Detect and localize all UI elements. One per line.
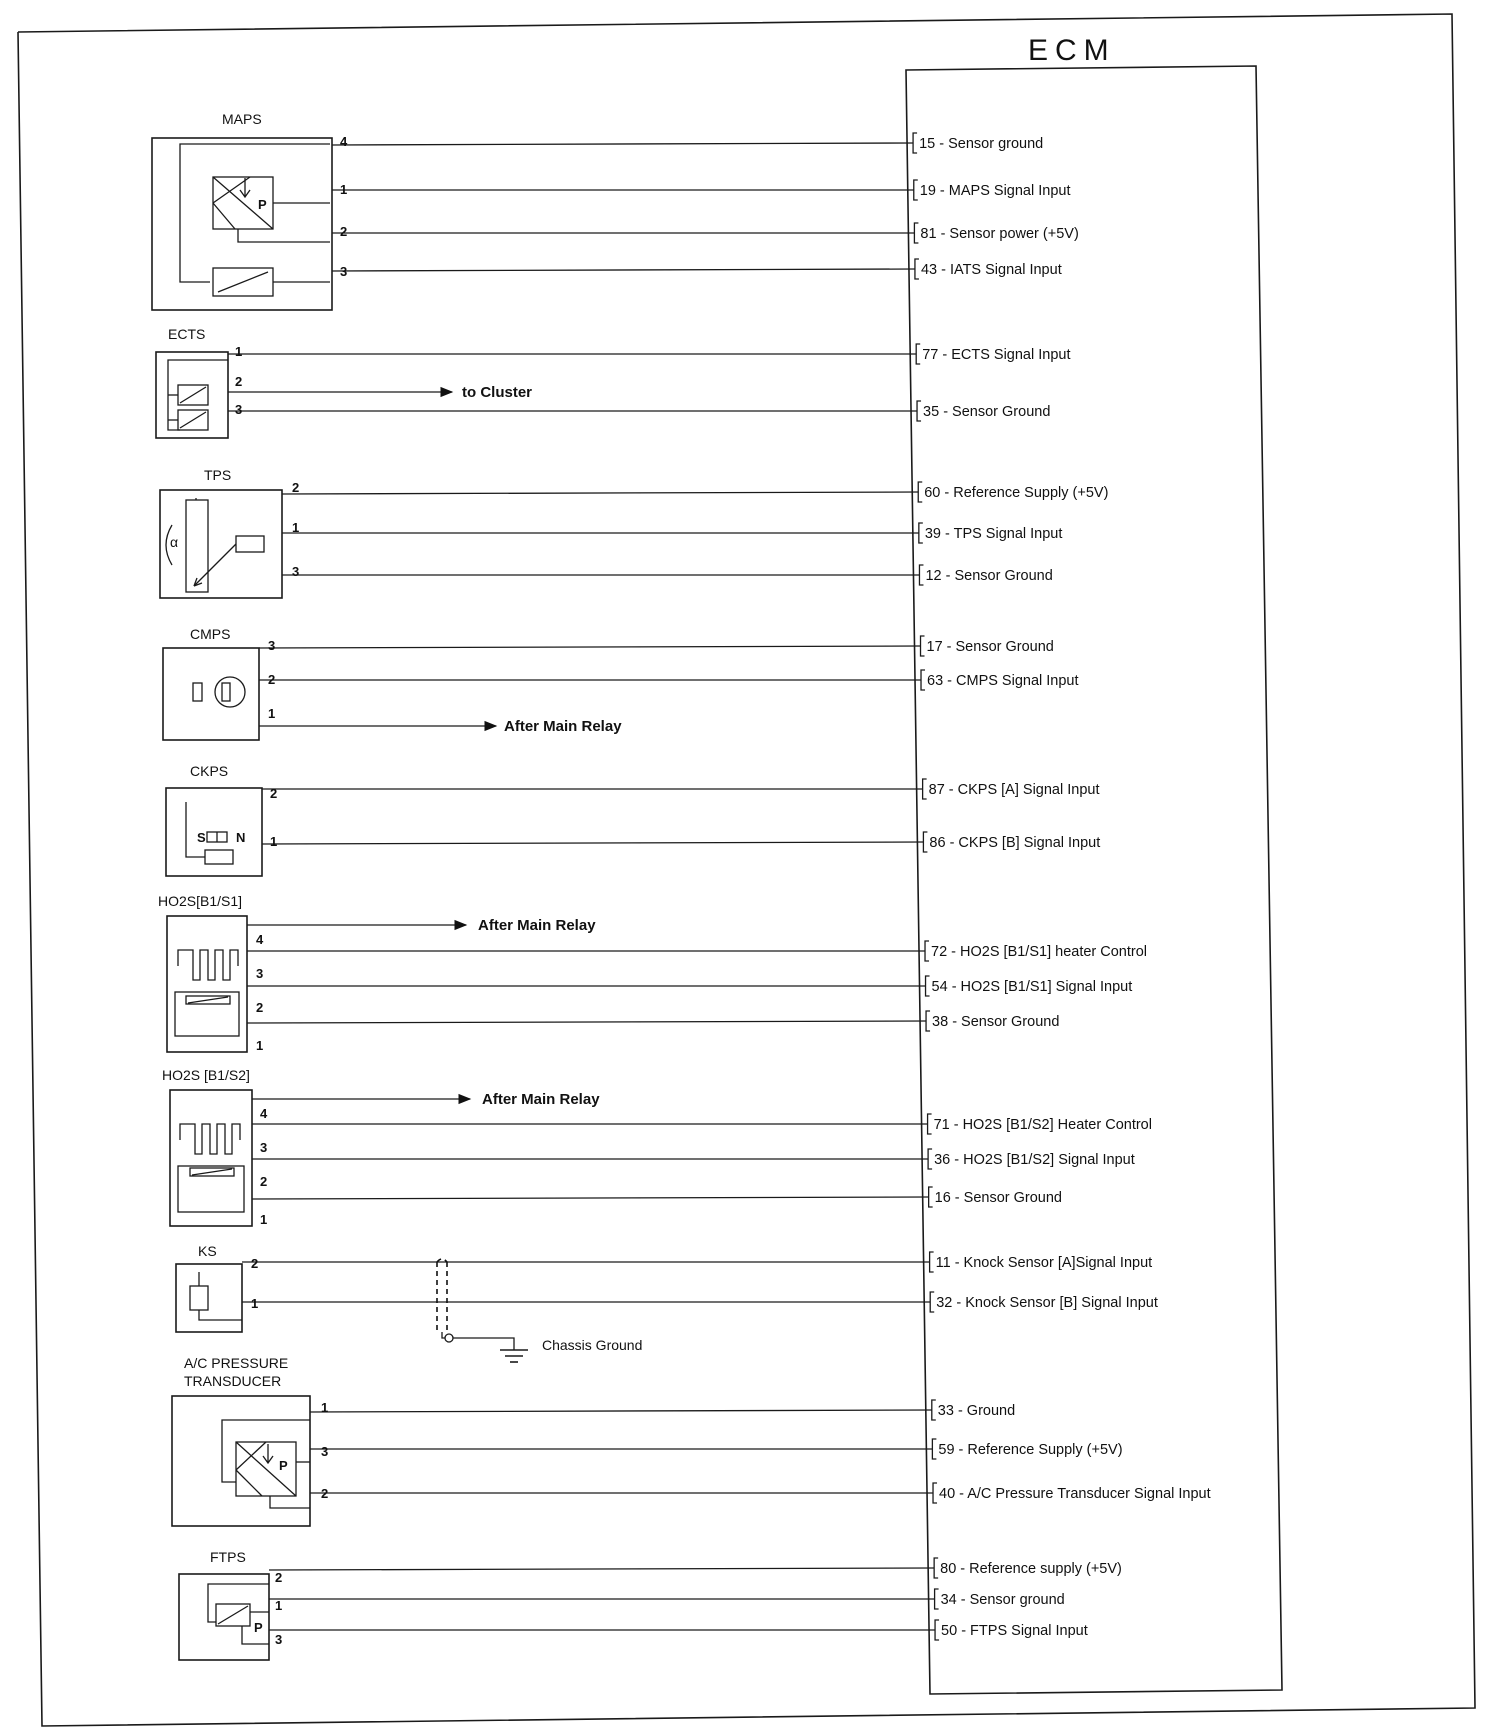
ks-pin-2: 2 (251, 1256, 259, 1271)
ecm-terminal-label: 77 - ECTS Signal Input (922, 347, 1071, 363)
ecm-terminal (929, 1187, 1062, 1207)
wire (332, 269, 915, 271)
ckps-pin-2: 2 (270, 786, 278, 801)
ecm-terminal-label: 81 - Sensor power (+5V) (920, 226, 1079, 242)
ac-pin-2: 2 (321, 1486, 329, 1501)
ecm-terminal (928, 1149, 1135, 1169)
ecm-terminal (930, 1292, 1158, 1312)
ac-pin-1: 1 (321, 1400, 329, 1415)
ecm-terminal-label: 38 - Sensor Ground (932, 1014, 1060, 1030)
ftps-sensor (179, 1549, 282, 1660)
wire (247, 1021, 926, 1023)
ecm-terminal (918, 482, 1108, 502)
ecm-terminal-label: 12 - Sensor Ground (925, 568, 1053, 584)
wire (269, 1568, 934, 1570)
ho2s-b1s1-pin-2: 2 (256, 1000, 264, 1015)
ecm-terminal-label: 17 - Sensor Ground (926, 639, 1054, 655)
tps-pin-2: 2 (292, 480, 300, 495)
maps-label: MAPS (222, 111, 262, 127)
ecm-terminal-label: 71 - HO2S [B1/S2] Heater Control (933, 1117, 1152, 1133)
ecm-terminal-label: 63 - CMPS Signal Input (927, 673, 1079, 689)
ks-pin-1: 1 (251, 1296, 259, 1311)
ects-pin-3: 3 (235, 402, 243, 417)
ecm-terminal-label: 36 - HO2S [B1/S2] Signal Input (934, 1152, 1135, 1168)
ecm-terminal (930, 1252, 1153, 1272)
ecm-terminal (913, 133, 1043, 153)
wires (228, 143, 935, 1630)
ecm-terminal (921, 636, 1054, 656)
ecm-terminal-label: 34 - Sensor ground (940, 1592, 1065, 1608)
chassis-ground-label: Chassis Ground (542, 1337, 643, 1353)
ecm-terminal-label: 11 - Knock Sensor [A]Signal Input (935, 1255, 1153, 1271)
tps-label: TPS (204, 467, 232, 483)
maps-pin-1: 1 (340, 182, 348, 197)
ftps-pin-1: 1 (275, 1598, 283, 1613)
ho2s-b1s1-label: HO2S[B1/S1] (158, 893, 243, 909)
maps-pin-2: 2 (340, 224, 348, 239)
maps-pin-4: 4 (340, 134, 348, 149)
ckps-n-label: N (236, 830, 246, 845)
ftps-pin-2: 2 (275, 1570, 283, 1585)
ecm-terminals (913, 133, 1211, 1640)
ecm-terminal (932, 1400, 1015, 1420)
maps-sensor (152, 111, 348, 310)
ects-pin-1: 1 (235, 344, 243, 359)
tps-pin-3: 3 (292, 564, 300, 579)
cmps-sensor (163, 626, 275, 740)
ecm-title: ECM (1028, 34, 1116, 67)
ho2s-b1s2-label: HO2S [B1/S2] (162, 1067, 250, 1083)
ecm-terminal (935, 1589, 1065, 1609)
ecm-terminal (926, 976, 1133, 996)
ecm-terminal-label: 59 - Reference Supply (+5V) (938, 1442, 1123, 1458)
wire (262, 842, 923, 844)
ac-pin-3: 3 (321, 1444, 329, 1459)
ecm-terminal-label: 54 - HO2S [B1/S1] Signal Input (931, 979, 1133, 995)
maps-pin-3: 3 (340, 264, 348, 279)
ftps-pin-3: 3 (275, 1632, 283, 1647)
ho2s-b1s2-pin-2: 2 (260, 1174, 268, 1189)
ho2s-b1s1-pin-3: 3 (256, 966, 264, 981)
ac-pressure-transducer (172, 1355, 328, 1526)
ecm-terminal-label: 50 - FTPS Signal Input (941, 1623, 1088, 1639)
ecm-terminal (933, 1483, 1211, 1503)
ecm-terminal (932, 1439, 1122, 1459)
ho2s-b1s2-pin-4: 4 (260, 1106, 268, 1121)
ks-shield (437, 1259, 447, 1332)
ho2s-b1s1-pin-1: 1 (256, 1038, 264, 1053)
ac-label-line1: A/C PRESSURE (184, 1355, 289, 1371)
ecm-terminal-label: 16 - Sensor Ground (934, 1190, 1063, 1206)
ac-p-mark: P (279, 1458, 288, 1473)
ecm-terminal (926, 1011, 1059, 1031)
cmps-pin-2: 2 (268, 672, 276, 687)
ecm-terminal (923, 832, 1100, 852)
after-main-relay-label-ho2s2: After Main Relay (482, 1091, 600, 1108)
ho2s-b1s2-pin-1: 1 (260, 1212, 268, 1227)
cmps-pin-1: 1 (268, 706, 276, 721)
wire (332, 143, 913, 145)
ckps-sensor (166, 763, 277, 876)
ecm-terminal (928, 1114, 1152, 1134)
ecm-terminal-label: 39 - TPS Signal Input (924, 526, 1063, 542)
ftps-label: FTPS (210, 1549, 246, 1565)
ckps-label: CKPS (190, 763, 229, 779)
ecm-terminal-label: 15 - Sensor ground (919, 136, 1044, 152)
ho2s-b1s2-pin-3: 3 (260, 1140, 268, 1155)
ecm-terminal (915, 259, 1062, 279)
ecm-terminal-label: 32 - Knock Sensor [B] Signal Input (936, 1295, 1158, 1311)
ecm-terminal-label: 40 - A/C Pressure Transducer Signal Input (939, 1486, 1211, 1502)
ecm-terminal-label: 43 - IATS Signal Input (920, 262, 1062, 278)
ecm-terminal-label: 60 - Reference Supply (+5V) (924, 485, 1109, 501)
tps-pin-1: 1 (292, 520, 300, 535)
ecm-terminal-label: 80 - Reference supply (+5V) (940, 1561, 1122, 1577)
ho2s-b1s1-sensor (158, 893, 264, 1053)
ecm-terminal-label: 87 - CKPS [A] Signal Input (928, 782, 1100, 798)
after-main-relay-label-ho2s1: After Main Relay (478, 917, 596, 934)
ecm-terminal (917, 401, 1050, 421)
ecm-terminal (916, 344, 1070, 364)
tps-sensor (160, 467, 299, 598)
ecm-terminal (925, 941, 1147, 961)
ecm-terminal-label: 33 - Ground (937, 1403, 1016, 1419)
tps-alpha-symbol: α (170, 534, 179, 550)
ects-sensor (156, 326, 242, 438)
ecm-terminal (919, 565, 1052, 585)
ecm-terminal (921, 670, 1079, 690)
ks-label: KS (198, 1243, 217, 1259)
ckps-pin-1: 1 (270, 834, 278, 849)
ecm-terminal-label: 35 - Sensor Ground (923, 404, 1051, 420)
to-cluster-label: to Cluster (462, 384, 533, 401)
maps-p-mark: P (258, 197, 267, 212)
cmps-label: CMPS (190, 626, 231, 642)
cmps-pin-3: 3 (268, 638, 276, 653)
ects-pin-2: 2 (235, 374, 243, 389)
ects-label: ECTS (168, 326, 206, 342)
ecm-terminal (919, 523, 1063, 543)
ac-label-line2: TRANSDUCER (184, 1373, 282, 1389)
wire (259, 646, 921, 648)
ecm-terminal (935, 1620, 1088, 1640)
after-main-relay-label-cmps: After Main Relay (504, 718, 622, 735)
ecm-terminal-label: 86 - CKPS [B] Signal Input (929, 835, 1101, 851)
ecm-terminal-label: 19 - MAPS Signal Input (919, 183, 1071, 199)
wire (310, 1410, 932, 1412)
ecm-terminal (934, 1558, 1122, 1578)
wire (252, 1197, 929, 1199)
ecm-terminal-label: 72 - HO2S [B1/S1] heater Control (931, 944, 1148, 960)
ecm-terminal (914, 180, 1071, 200)
ckps-s-label: S (197, 830, 206, 845)
wire (282, 492, 918, 494)
ecm-terminal (923, 779, 1100, 799)
ho2s-b1s2-sensor (162, 1067, 268, 1227)
ftps-p-mark: P (254, 1620, 263, 1635)
ho2s-b1s1-pin-4: 4 (256, 932, 264, 947)
ecm-terminal (914, 223, 1078, 243)
